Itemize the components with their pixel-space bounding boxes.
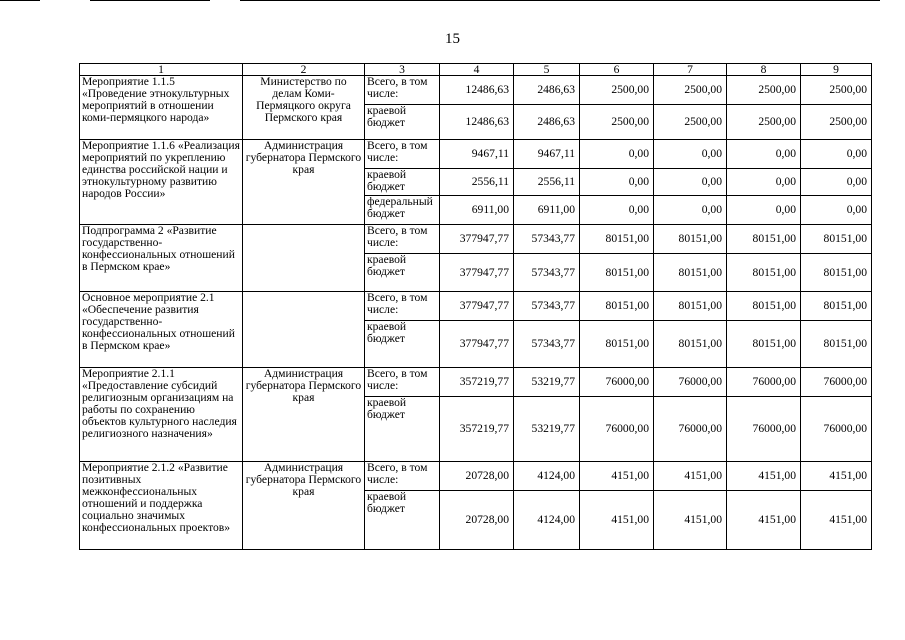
table-row [80,76,872,105]
responsible-executor: Министерство по делам Коми-Пермяцкого округа Пермского края [243,76,365,140]
amount-cell: 0,00 [654,196,727,225]
amount-cell: 57343,77 [514,321,580,368]
amount-cell: 2500,00 [654,105,727,140]
amount-cell: 80151,00 [727,254,801,292]
funding-source-label: краевой бюджет [365,169,440,196]
funding-source-label: Всего, в том числе: [365,368,440,397]
amount-cell: 6911,00 [440,196,514,225]
amount-cell: 2556,11 [514,169,580,196]
amount-cell: 0,00 [580,140,654,169]
amount-cell: 76000,00 [727,368,801,397]
amount-cell: 0,00 [801,196,872,225]
funding-source-label: краевой бюджет [365,321,440,368]
responsible-executor: Администрация губернатора Пермского края [243,462,365,550]
scan-top-line-right [240,0,880,1]
amount-cell: 4151,00 [654,491,727,550]
amount-cell: 80151,00 [654,225,727,254]
amount-cell: 80151,00 [580,292,654,321]
responsible-executor: Администрация губернатора Пермского края [243,368,365,462]
amount-cell: 2486,63 [514,76,580,105]
activity-name: Мероприятие 1.1.6 «Реализация мероприятий по укреплению единства российской нации и этнокультурному развитию народов России» [80,140,243,225]
amount-cell: 4151,00 [801,462,872,491]
responsible-executor: Администрация губернатора Пермского края [243,140,365,225]
amount-cell: 2500,00 [580,105,654,140]
column-number: 1 [80,64,243,76]
amount-cell: 76000,00 [801,368,872,397]
table-row [80,462,872,491]
amount-cell: 80151,00 [654,292,727,321]
amount-cell: 4124,00 [514,491,580,550]
amount-cell: 76000,00 [580,397,654,462]
column-number: 8 [727,64,801,76]
funding-source-label: краевой бюджет [365,254,440,292]
amount-cell: 0,00 [727,140,801,169]
amount-cell: 80151,00 [580,254,654,292]
amount-cell: 377947,77 [440,321,514,368]
column-number: 7 [654,64,727,76]
amount-cell: 0,00 [654,140,727,169]
activity-name: Мероприятие 1.1.5 «Проведение этнокультурных мероприятий в отношении коми-пермяцкого народа» [80,76,243,140]
amount-cell: 357219,77 [440,368,514,397]
amount-cell: 80151,00 [801,292,872,321]
amount-cell: 6911,00 [514,196,580,225]
amount-cell: 2500,00 [801,105,872,140]
scan-top-line-left [0,0,40,1]
responsible-executor [243,225,365,292]
amount-cell: 76000,00 [580,368,654,397]
amount-cell: 4151,00 [727,462,801,491]
budget-table [79,63,872,550]
amount-cell: 4124,00 [514,462,580,491]
amount-cell: 0,00 [801,169,872,196]
amount-cell: 12486,63 [440,76,514,105]
amount-cell: 357219,77 [440,397,514,462]
funding-source-label: Всего, в том числе: [365,76,440,105]
amount-cell: 4151,00 [580,491,654,550]
amount-cell: 4151,00 [801,491,872,550]
column-number-row [80,64,872,76]
amount-cell: 2500,00 [727,105,801,140]
funding-source-label: Всего, в том числе: [365,292,440,321]
amount-cell: 76000,00 [727,397,801,462]
amount-cell: 2500,00 [801,76,872,105]
funding-source-label: федеральный бюджет [365,196,440,225]
amount-cell: 80151,00 [654,321,727,368]
amount-cell: 0,00 [801,140,872,169]
funding-source-label: краевой бюджет [365,105,440,140]
amount-cell: 80151,00 [727,225,801,254]
amount-cell: 53219,77 [514,368,580,397]
amount-cell: 0,00 [727,169,801,196]
amount-cell: 76000,00 [654,368,727,397]
amount-cell: 80151,00 [727,321,801,368]
activity-name: Мероприятие 2.1.1 «Предоставление субсидий религиозным организациям на работы по сохранению объектов культурного наследия религиозного назначения» [80,368,243,462]
amount-cell: 80151,00 [654,254,727,292]
amount-cell: 9467,11 [514,140,580,169]
amount-cell: 377947,77 [440,225,514,254]
funding-source-label: краевой бюджет [365,397,440,462]
amount-cell: 20728,00 [440,491,514,550]
amount-cell: 57343,77 [514,225,580,254]
activity-name: Мероприятие 2.1.2 «Развитие позитивных межконфессиональных отношений и поддержка социально значимых конфессиональных проектов» [80,462,243,550]
amount-cell: 2500,00 [654,76,727,105]
amount-cell: 76000,00 [801,397,872,462]
amount-cell: 4151,00 [580,462,654,491]
scan-top-line-middle [90,0,210,1]
amount-cell: 0,00 [580,196,654,225]
amount-cell: 2500,00 [727,76,801,105]
amount-cell: 57343,77 [514,254,580,292]
funding-source-label: Всего, в том числе: [365,225,440,254]
amount-cell: 76000,00 [654,397,727,462]
amount-cell: 80151,00 [801,254,872,292]
amount-cell: 2556,11 [440,169,514,196]
amount-cell: 377947,77 [440,254,514,292]
amount-cell: 12486,63 [440,105,514,140]
amount-cell: 80151,00 [580,321,654,368]
page-number: 15 [445,31,460,47]
funding-source-label: Всего, в том числе: [365,140,440,169]
table-body [80,76,872,550]
table-row [80,292,872,321]
amount-cell: 4151,00 [727,491,801,550]
table-row [80,368,872,397]
amount-cell: 0,00 [580,169,654,196]
activity-name: Подпрограмма 2 «Развитие государственно-конфессиональных отношений в Пермском крае» [80,225,243,292]
table-row [80,225,872,254]
amount-cell: 0,00 [654,169,727,196]
amount-cell: 9467,11 [440,140,514,169]
amount-cell: 377947,77 [440,292,514,321]
column-number: 6 [580,64,654,76]
amount-cell: 80151,00 [801,225,872,254]
column-number: 2 [243,64,365,76]
amount-cell: 57343,77 [514,292,580,321]
funding-source-label: Всего, в том числе: [365,462,440,491]
table-row [80,140,872,169]
amount-cell: 4151,00 [654,462,727,491]
amount-cell: 0,00 [727,196,801,225]
amount-cell: 80151,00 [727,292,801,321]
activity-name: Основное мероприятие 2.1 «Обеспечение развития государственно-конфессиональных отношений в Пермском крае» [80,292,243,368]
amount-cell: 2486,63 [514,105,580,140]
column-number: 3 [365,64,440,76]
amount-cell: 53219,77 [514,397,580,462]
funding-source-label: краевой бюджет [365,491,440,550]
column-number: 5 [514,64,580,76]
amount-cell: 20728,00 [440,462,514,491]
amount-cell: 80151,00 [801,321,872,368]
amount-cell: 80151,00 [580,225,654,254]
column-number: 4 [440,64,514,76]
column-number: 9 [801,64,872,76]
amount-cell: 2500,00 [580,76,654,105]
responsible-executor [243,292,365,368]
